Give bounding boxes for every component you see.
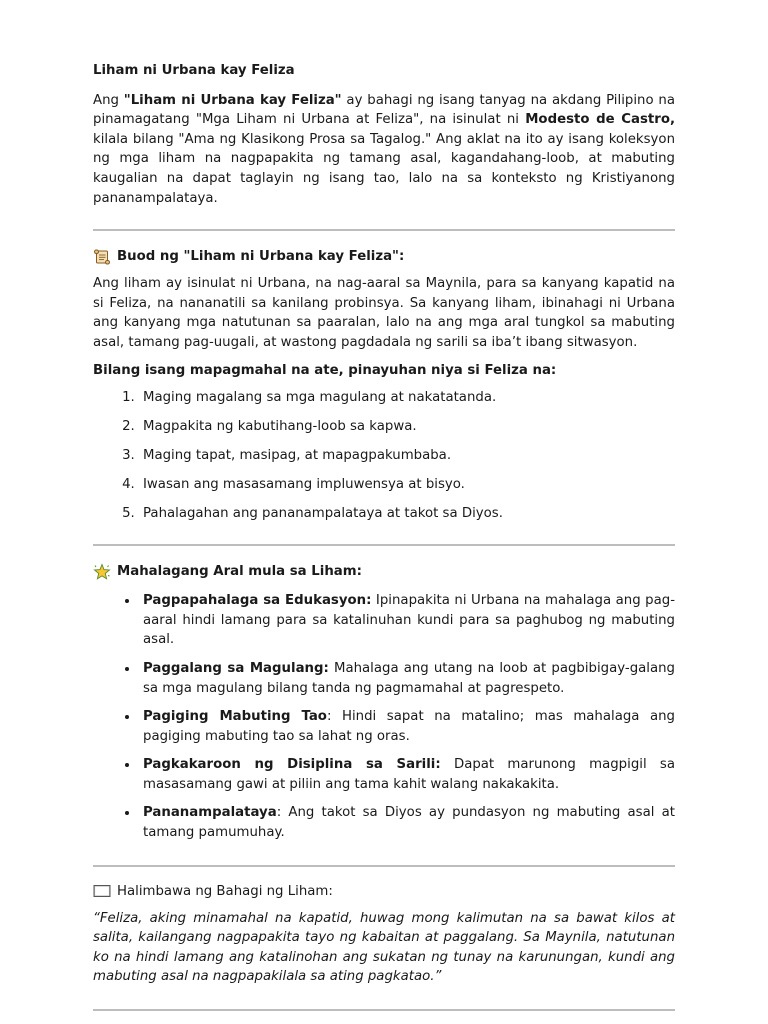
list-item [139,803,675,842]
advice-subheading: Bilang isang mapagmahal na ate, pinayuhan niya si Feliza na: [93,362,557,378]
intro-bold-author: Modesto de Castro, [525,112,676,128]
divider [93,865,675,867]
lesson-label: Pagkakaroon ng Disiplina sa Sarili: [143,757,441,773]
lesson-label: Paggalang sa Magulang: [143,660,329,676]
document-page [93,58,675,1011]
divider [93,229,675,231]
intro-bold-title: "Liham ni Urbana kay Feliza" [123,92,342,108]
buod-paragraph: Ang liham ay isinulat ni Urbana, na nag-aaral sa Maynila, para sa kanyang kapatid na si Feliza, na nananatili sa kanilang probinsya. Sa kanyang liham, ibinahagi ni Urbana ang kanyang mga natutunan sa paaralan, lalo na ang mga aral tungkol sa mabuting asal, tamang pag-uugali, at wastong pagdadala ng sarili sa iba’t ibang sitwasyon. [93,276,675,350]
list-item [139,659,675,698]
intro-text-3: kilala bilang "Ama ng Klasikong Prosa sa Tagalog." Ang aklat na ito ay isang koleksyon ng mga liham na nagpapakita ng tamang asal, kagandahang-loob, at mabuting kaugalian na dapat taglayin ng isang tao, lalo na sa konteksto ng Kristiyanong pananampalataya. [93,131,675,206]
advice-list [93,388,675,523]
lesson-text: : Hindi sapat na matalino; mas mahalaga ang pagiging mabuting tao sa lahat ng oras. [143,709,675,744]
lesson-text: Mahalaga ang utang na loob at pagbibigay-galang sa mga magulang bilang tanda ng pagmamahal at pagrespeto. [143,660,675,696]
envelope-icon [93,882,111,900]
halimbawa-heading [93,882,675,901]
buod-heading-text: Buod ng "Liham ni Urbana kay Feliza": [117,249,405,265]
lesson-label: Pananampalataya [143,805,277,821]
letter-quote: “Feliza, aking minamahal na kapatid, huwag mong kalimutan na sa bawat kilos at salita, kailangang nagpapakita tayo ng kabaitan at paggalang. Sa Maynila, natutunan ko na hindi lamang ang katalinohan ang sukatan ng tunay na karunungan, kundi ang mabuting asal na nagpapakilala sa ating pagkatao.” [93,910,675,985]
buod-heading [93,247,675,266]
halimbawa-heading-text: Halimbawa ng Bahagi ng Liham: [117,883,333,899]
list-item [139,591,675,650]
scroll-icon [93,248,111,266]
lesson-label: Pagpapahalaga sa Edukasyon: [143,593,372,609]
list-item: 1. Maging magalang sa mga magulang at nakatatanda. [139,388,675,407]
list-item: 3. Maging tapat, masipag, at mapagpakumbaba. [139,446,675,465]
list-item: 4. Iwasan ang masasamang impluwensya at bisyo. [139,475,675,494]
divider [93,1009,675,1011]
intro-text-2: ay bahagi ng isang tanyag na akdang Pilipino na pinamagatang "Mga Liham ni Urbana at Feliza", na isinulat ni [93,92,675,128]
lesson-text: Ipinapakita ni Urbana na mahalaga ang pag-aaral hindi lamang para sa katalinuhan kundi para sa paghubog ng mabuting asal. [143,593,675,648]
lessons-list [93,591,675,843]
list-item [139,707,675,746]
intro-text-1: Ang [93,92,124,108]
lesson-label: Pagiging Mabuting Tao [143,709,327,725]
aral-heading-text: Mahalagang Aral mula sa Liham: [117,564,362,580]
lesson-text: Dapat marunong magpigil sa masasamang gawi at piliin ang tama kahit walang nakakakita. [143,757,676,792]
aral-heading [93,562,675,581]
list-item [139,755,675,794]
divider [93,544,675,546]
list-item: 5. Pahalagahan ang pananampalataya at takot sa Diyos. [139,504,675,523]
list-item: 2. Magpakita ng kabutihang-loob sa kapwa. [139,417,675,436]
sparkle-star-icon [93,563,111,581]
document-title: Liham ni Urbana kay Feliza [93,63,295,78]
intro-paragraph [93,91,675,209]
lesson-text: : Ang takot sa Diyos ay pundasyon ng mabuting asal at tamang pamumuhay. [143,805,675,841]
